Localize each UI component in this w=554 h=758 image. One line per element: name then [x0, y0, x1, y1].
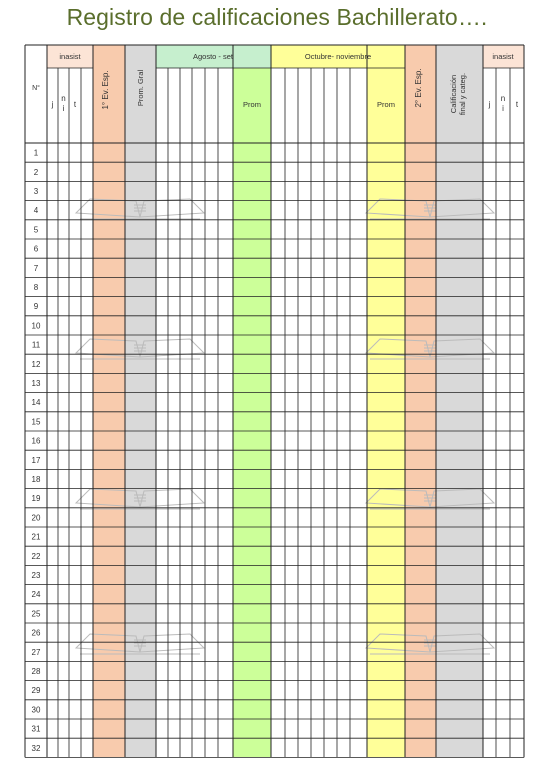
col-header-j-right: j [488, 100, 491, 109]
col-header-i-left: i [62, 104, 65, 113]
col-header-i-right: i [502, 104, 504, 113]
row-number: 22 [31, 551, 41, 561]
col-header-ev1: 1° Ev. Esp. [101, 70, 110, 110]
col-header-ev2: 2° Ev. Esp. [414, 68, 423, 108]
row-number: 5 [33, 225, 39, 235]
header-inasist-left: inasist [59, 52, 81, 61]
row-number: 29 [31, 686, 41, 696]
row-number: 23 [31, 571, 41, 580]
col-header-calificacion-line2: final y categ. [458, 72, 467, 116]
header-inasist-right: inasist [492, 52, 514, 61]
col-header-prom-gral: Prom. Gral [136, 69, 145, 107]
col-header-prom-agosto: Prom [243, 100, 261, 109]
row-number: 2 [33, 167, 39, 177]
row-number: 14 [31, 398, 41, 408]
row-number: 17 [31, 455, 41, 465]
col-header-n-right: n [500, 94, 506, 103]
col-header-n-left: n [61, 94, 66, 103]
prom1-column-fill [233, 68, 271, 757]
row-number: 25 [31, 609, 41, 619]
col-header-prom-octubre: Prom [377, 100, 395, 109]
row-number: 27 [31, 647, 41, 657]
row-number: 30 [31, 705, 41, 715]
row-number: 21 [31, 532, 41, 542]
col-header-calificacion-line1: Calificación [449, 74, 458, 114]
col-header-t-left: t [73, 100, 77, 109]
row-number: 8 [33, 283, 39, 292]
col-header-no: N° [32, 85, 40, 92]
col-header-j-left: j [51, 100, 54, 109]
row-number: 6 [33, 244, 39, 254]
row-number: 4 [33, 206, 39, 216]
col-header-t-right: t [515, 100, 519, 109]
row-number: 15 [31, 417, 41, 427]
page-title: Registro de calificaciones Bachillerato…. [66, 4, 488, 30]
row-number: 13 [31, 379, 41, 388]
row-number: 10 [31, 321, 41, 331]
row-number: 31 [31, 724, 41, 734]
row-number: 20 [31, 513, 41, 523]
row-number: 7 [33, 263, 39, 273]
row-number: 32 [31, 743, 41, 753]
row-number: 9 [33, 302, 39, 312]
row-number: 24 [31, 590, 41, 600]
row-number: 18 [31, 475, 41, 484]
row-number: 16 [31, 436, 41, 446]
row-number: 1 [33, 148, 39, 158]
header-agosto-set: Agosto - set [192, 52, 234, 61]
header-octubre-noviembre: Octubre- noviembre [304, 52, 372, 61]
row-number: 12 [31, 359, 41, 369]
row-number: 19 [31, 494, 41, 504]
row-number: 11 [31, 340, 41, 350]
row-number: 26 [31, 628, 41, 638]
row-number: 28 [31, 667, 41, 676]
row-number: 3 [33, 187, 39, 196]
